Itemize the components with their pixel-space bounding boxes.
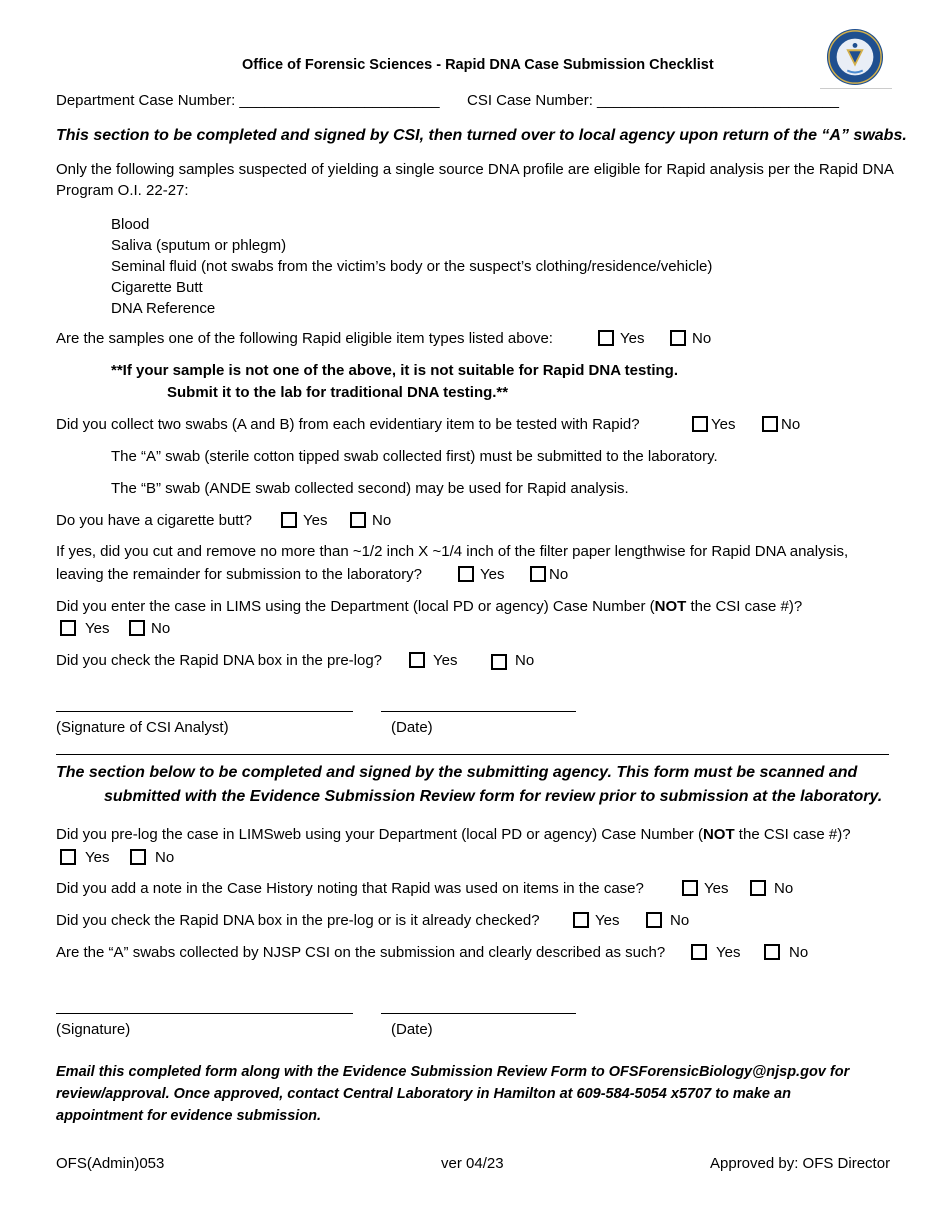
- cigarette-no-option[interactable]: No: [350, 510, 391, 531]
- rapid-box-no-option[interactable]: No: [491, 650, 534, 671]
- csi-signature-line[interactable]: [56, 711, 353, 712]
- csi-date-line[interactable]: [381, 711, 576, 712]
- form-version: ver 04/23: [441, 1155, 504, 1172]
- note-a-swab: The “A” swab (sterile cotton tipped swab collected first) must be submitted to the laboratory.: [111, 448, 718, 465]
- prelog-yes-option[interactable]: Yes: [60, 847, 109, 868]
- prelog-no-option[interactable]: No: [130, 847, 174, 868]
- a-swabs-yes-option[interactable]: Yes: [691, 942, 740, 963]
- checkbox[interactable]: [764, 944, 780, 960]
- checkbox[interactable]: [646, 912, 662, 928]
- cigarette-yes-option[interactable]: Yes: [281, 510, 327, 531]
- eligible-no-option[interactable]: No: [670, 328, 711, 349]
- page-title: Office of Forensic Sciences - Rapid DNA Case Submission Checklist: [242, 57, 714, 73]
- question-cigarette-butt: Do you have a cigarette butt?: [56, 512, 252, 529]
- warning-line-2: Submit it to the lab for traditional DNA testing.**: [167, 384, 509, 401]
- filter-cut-no-option[interactable]: No: [530, 564, 568, 585]
- agency-signature-line[interactable]: [56, 1013, 353, 1014]
- checkbox[interactable]: [409, 652, 425, 668]
- two-swabs-yes-option[interactable]: Yes: [692, 414, 735, 435]
- checkbox[interactable]: [350, 512, 366, 528]
- lims-entry-no-option[interactable]: No: [129, 618, 170, 639]
- rapid-checked-no-option[interactable]: No: [646, 910, 689, 931]
- approved-by: Approved by: OFS Director: [710, 1155, 891, 1172]
- agency-signature-label: (Signature): [56, 1021, 131, 1038]
- checkbox[interactable]: [60, 620, 76, 636]
- section2-heading-line1: The section below to be completed and signed by the submitting agency. This form must be scanned and: [56, 764, 858, 781]
- checkbox[interactable]: [129, 620, 145, 636]
- question-eligible-item-types: Are the samples one of the following Rapid eligible item types listed above:: [56, 330, 553, 347]
- rapid-box-yes-option[interactable]: Yes: [409, 650, 457, 671]
- checkbox[interactable]: [691, 944, 707, 960]
- csi-signature-label: (Signature of CSI Analyst): [56, 719, 229, 736]
- question-rapid-box-checked: Did you check the Rapid DNA box in the pre-log or is it already checked?: [56, 912, 540, 929]
- question-prelog-limsweb: Did you pre-log the case in LIMSweb using your Department (local PD or agency) Case Number (NOT the CSI case #)?: [56, 826, 851, 843]
- warning-line-1: **If your sample is not one of the above, it is not suitable for Rapid DNA testing.: [111, 362, 679, 379]
- sample-item: Cigarette Butt: [111, 279, 203, 296]
- agency-date-label: (Date): [391, 1021, 433, 1038]
- eligible-yes-option[interactable]: Yes: [598, 328, 644, 349]
- case-history-no-option[interactable]: No: [750, 878, 793, 899]
- checkbox[interactable]: [670, 330, 686, 346]
- question-two-swabs: Did you collect two swabs (A and B) from each evidentiary item to be tested with Rapid?: [56, 416, 640, 433]
- email-note-line2: review/approval. Once approved, contact Central Laboratory in Hamilton at 609-584-5054 x5707 to make an: [56, 1086, 791, 1102]
- sample-item: Seminal fluid (not swabs from the victim’s body or the suspect’s clothing/residence/vehicle): [111, 258, 713, 275]
- form-id: OFS(Admin)053: [56, 1155, 165, 1172]
- checkbox[interactable]: [692, 416, 708, 432]
- checkbox[interactable]: [598, 330, 614, 346]
- checkbox[interactable]: [458, 566, 474, 582]
- two-swabs-no-option[interactable]: No: [762, 414, 800, 435]
- email-note-line3: appointment for evidence submission.: [56, 1108, 322, 1124]
- question-lims-entry: Did you enter the case in LIMS using the Department (local PD or agency) Case Number (NOT the CSI case #)?: [56, 598, 803, 615]
- checkbox[interactable]: [750, 880, 766, 896]
- checkbox[interactable]: [281, 512, 297, 528]
- question-filter-cut-line1: If yes, did you cut and remove no more than ~1/2 inch X ~1/4 inch of the filter paper lengthwise for Rapid DNA analysis,: [56, 543, 849, 560]
- rapid-checked-yes-option[interactable]: Yes: [573, 910, 619, 931]
- lims-entry-yes-option[interactable]: Yes: [60, 618, 109, 639]
- section1-intro: Only the following samples suspected of yielding a single source DNA profile are eligible for Rapid analysis per the Rapid DNA Program O.I. 22-27:: [56, 161, 894, 199]
- department-case-number-field[interactable]: Department Case Number: ________________________: [56, 92, 440, 109]
- checkbox[interactable]: [60, 849, 76, 865]
- sample-item: DNA Reference: [111, 300, 216, 317]
- note-b-swab: The “B” swab (ANDE swab collected second) may be used for Rapid analysis.: [111, 480, 629, 497]
- csi-date-label: (Date): [391, 719, 433, 736]
- sample-item: Blood: [111, 216, 150, 233]
- checkbox[interactable]: [762, 416, 778, 432]
- filter-cut-yes-option[interactable]: Yes: [458, 564, 504, 585]
- checkbox[interactable]: [130, 849, 146, 865]
- checkbox[interactable]: [530, 566, 546, 582]
- checkbox[interactable]: [682, 880, 698, 896]
- question-filter-cut-line2: leaving the remainder for submission to the laboratory?: [56, 566, 423, 583]
- question-rapid-box-prelog: Did you check the Rapid DNA box in the pre-log?: [56, 652, 383, 669]
- a-swabs-no-option[interactable]: No: [764, 942, 808, 963]
- njsp-seal-logo: [826, 28, 884, 86]
- case-history-yes-option[interactable]: Yes: [682, 878, 728, 899]
- agency-date-line[interactable]: [381, 1013, 576, 1014]
- section2-heading-line2: submitted with the Evidence Submission Review form for review prior to submission at the laboratory.: [104, 788, 883, 805]
- question-case-history-note: Did you add a note in the Case History noting that Rapid was used on items in the case?: [56, 880, 644, 897]
- email-note-line1: Email this completed form along with the Evidence Submission Review Form to OFSForensicBiology@njsp.gov for: [56, 1064, 850, 1080]
- section-divider: [56, 754, 889, 755]
- checkbox[interactable]: [573, 912, 589, 928]
- checkbox[interactable]: [491, 654, 507, 670]
- csi-case-number-field[interactable]: CSI Case Number: _____________________________: [467, 92, 839, 109]
- section1-heading: This section to be completed and signed by CSI, then turned over to local agency upon return of the “A” swabs.: [56, 127, 907, 144]
- question-a-swabs-described: Are the “A” swabs collected by NJSP CSI on the submission and clearly described as such?: [56, 944, 666, 961]
- sample-item: Saliva (sputum or phlegm): [111, 237, 287, 254]
